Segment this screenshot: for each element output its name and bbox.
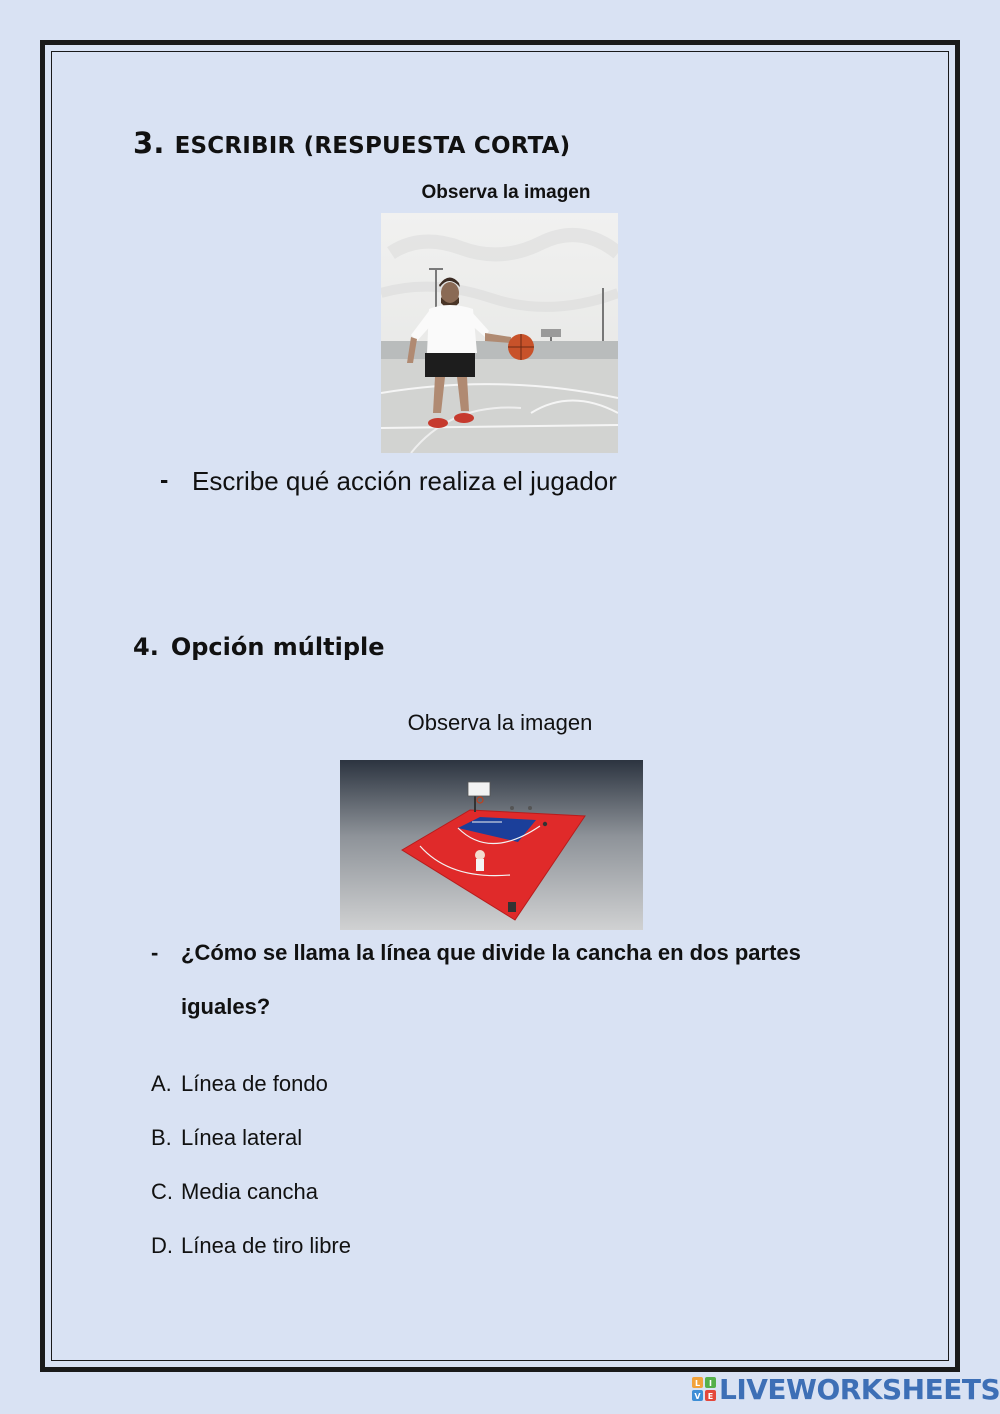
option-b-text: Línea lateral xyxy=(181,1125,303,1150)
option-a-text: Línea de fondo xyxy=(181,1071,328,1096)
option-c-letter: C. xyxy=(151,1179,173,1204)
option-d[interactable] xyxy=(151,1233,351,1259)
question-text-line-1: ¿Cómo se llama la línea que divide la cancha en dos partes xyxy=(181,940,801,965)
basketball-player-photo xyxy=(381,213,618,453)
option-b-letter: B. xyxy=(151,1125,172,1150)
section-4-number: 4. xyxy=(133,633,159,661)
option-d-text: Línea de tiro libre xyxy=(181,1233,351,1258)
section-3-observe-label: Observa la imagen xyxy=(421,182,591,203)
liveworksheets-logo-icon xyxy=(692,1377,716,1401)
svg-text:I: I xyxy=(709,1379,712,1388)
option-c[interactable] xyxy=(151,1179,318,1205)
section-4-heading xyxy=(133,633,385,661)
basketball-court-render xyxy=(340,760,643,930)
section-3-title: ESCRIBIR (RESPUESTA CORTA) xyxy=(174,133,571,159)
option-c-text: Media cancha xyxy=(181,1179,318,1204)
section-4-observe-label: Observa la imagen xyxy=(407,710,593,735)
option-b[interactable] xyxy=(151,1125,302,1151)
question-text-line-2: iguales? xyxy=(181,994,271,1019)
option-d-letter: D. xyxy=(151,1233,173,1258)
svg-text:L: L xyxy=(694,1379,701,1388)
option-a[interactable] xyxy=(151,1071,328,1097)
section-4-title: Opción múltiple xyxy=(170,633,385,661)
section-3-bullet: - xyxy=(160,466,169,494)
section-3-heading xyxy=(133,126,570,160)
section-3-instruction: Escribe qué acción realiza el jugador xyxy=(192,466,617,496)
question-bullet: - xyxy=(151,940,159,965)
section-3-number: 3. xyxy=(133,126,165,160)
svg-text:E: E xyxy=(707,1392,714,1401)
liveworksheets-brand-text: LIVEWORKSHEETS xyxy=(719,1372,1000,1406)
option-a-letter: A. xyxy=(151,1071,172,1096)
liveworksheets-logo[interactable] xyxy=(692,1374,1000,1404)
svg-text:V: V xyxy=(694,1392,701,1401)
